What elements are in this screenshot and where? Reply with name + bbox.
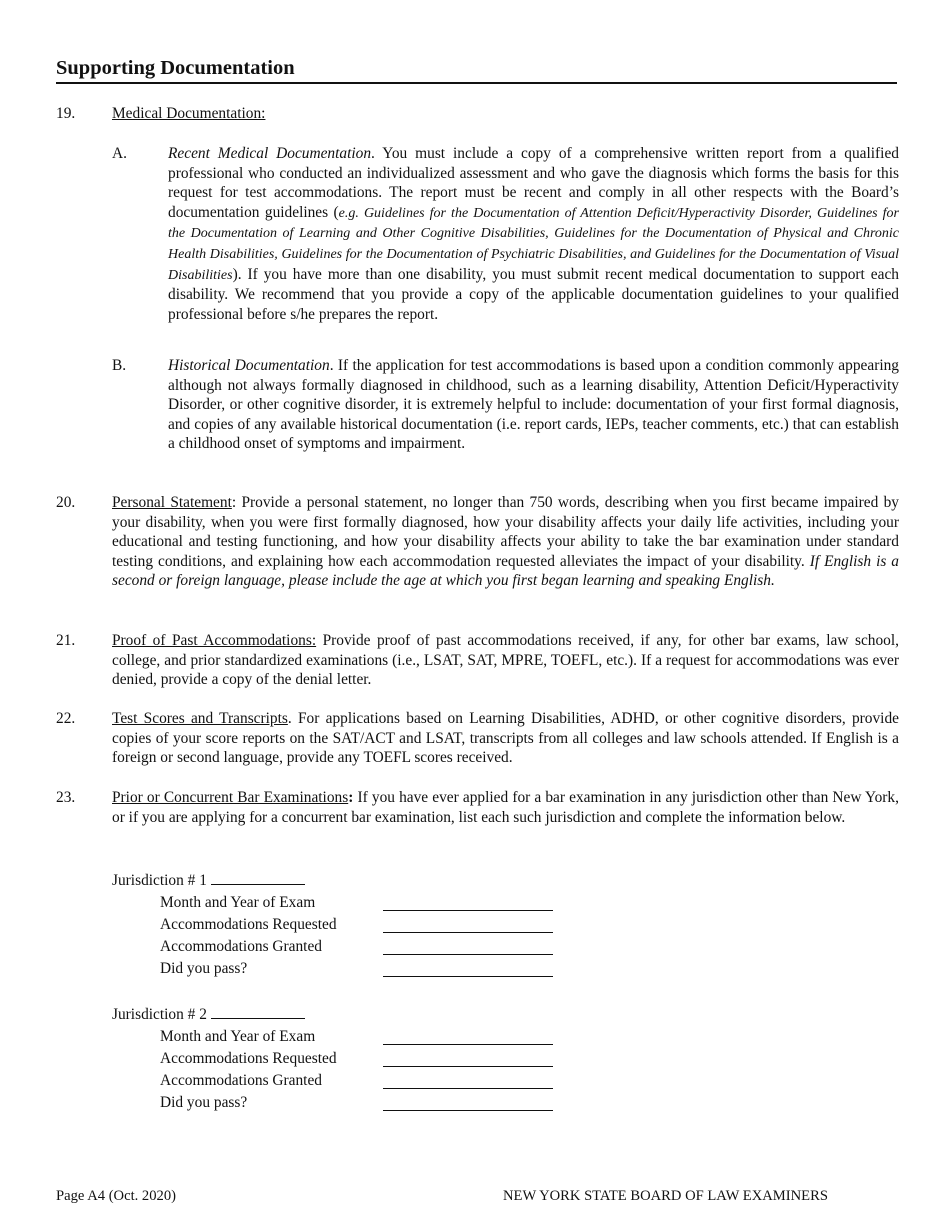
jurisdiction-1-field-granted xyxy=(160,936,560,958)
footer-page-number: Page A4 (Oct. 2020) xyxy=(56,1188,176,1204)
jurisdiction-1-name-blank[interactable] xyxy=(211,870,305,885)
item-22-text: . For applications based on Learning Disabilities, ADHD, or other cognitive disorders, provide copies of your score reports on the SAT/ACT and LSAT, transcripts from all colleges and law schools attended. If English is a foreign or second language, provide any TOEFL scores received. xyxy=(112,710,899,767)
field-blank[interactable] xyxy=(383,1066,553,1067)
jurisdiction-2-label: Jurisdiction # 2 xyxy=(112,1006,207,1023)
jurisdiction-2-field-pass xyxy=(160,1092,560,1114)
field-label: Did you pass? xyxy=(160,960,248,977)
item-number-21: 21. xyxy=(56,632,76,649)
item-number-22: 22. xyxy=(56,710,76,727)
item-heading-19: Medical Documentation: xyxy=(112,105,266,122)
item-heading-21: Proof of Past Accommodations: xyxy=(112,632,317,649)
item-number-23: 23. xyxy=(56,789,76,806)
field-label: Month and Year of Exam xyxy=(160,1028,316,1045)
subitem-a-text-2: ). If you have more than one disability, you must submit recent medical documentation to support each disability. We recommend that you provide a copy of the applicable documentation guidelines to your qualified professional before s/he prepares the report. xyxy=(168,265,899,323)
field-label: Accommodations Granted xyxy=(160,1072,322,1089)
footer-organization: NEW YORK STATE BOARD OF LAW EXAMINERS xyxy=(503,1188,828,1204)
subitem-a-eg: e.g. xyxy=(338,205,359,221)
field-label: Accommodations Granted xyxy=(160,938,322,955)
field-label: Accommodations Requested xyxy=(160,916,337,933)
field-blank[interactable] xyxy=(383,1088,553,1089)
subitem-letter-a: A. xyxy=(112,145,127,162)
item-number-19: 19. xyxy=(56,105,76,122)
jurisdiction-2-header xyxy=(112,1004,305,1026)
subitem-letter-b: B. xyxy=(112,357,127,374)
jurisdiction-1-field-month xyxy=(160,892,560,914)
item-21-paragraph xyxy=(112,631,899,690)
field-blank[interactable] xyxy=(383,1044,553,1045)
field-blank[interactable] xyxy=(383,932,553,933)
subitem-a-guidelines: Guidelines for the Documentation of Attention Deficit/Hyperactivity Disorder, Guidelines for the Documentation of Learning and Other Cognitive Disabilities, Guidelines for the Documentation of Physical and Chronic Health Disabilities, Guidelines for the Documentation of Psychiatric Disabilities, and Guidelines for the Documentation of Visual Disabilities xyxy=(168,205,900,283)
item-23-text: If you have ever applied for a bar examination in any jurisdiction other than New York, or if you are applying for a concurrent bar examination, list each such jurisdiction and complete the information below. xyxy=(112,789,899,826)
field-blank[interactable] xyxy=(383,976,553,977)
jurisdiction-1-label: Jurisdiction # 1 xyxy=(112,872,207,889)
field-blank[interactable] xyxy=(383,954,553,955)
jurisdiction-1-field-pass xyxy=(160,958,560,980)
item-heading-20: Personal Statement xyxy=(112,494,232,511)
field-blank[interactable] xyxy=(383,1110,553,1111)
item-heading-22: Test Scores and Transcripts xyxy=(112,710,288,727)
item-20-paragraph xyxy=(112,493,899,591)
title-rule xyxy=(56,82,897,84)
field-label: Accommodations Requested xyxy=(160,1050,337,1067)
field-label: Did you pass? xyxy=(160,1094,248,1111)
subitem-b-paragraph xyxy=(168,356,899,454)
item-23-paragraph xyxy=(112,788,899,827)
item-22-paragraph xyxy=(112,709,899,768)
jurisdiction-1-header xyxy=(112,870,305,892)
subitem-b-heading: Historical Documentation xyxy=(168,357,330,374)
item-20-text: : Provide a personal statement, no longer than 750 words, describing when you first became impaired by your disability, when you were first formally diagnosed, how your disability affects your daily life activities, including your educational and testing functioning, and how your disability affects your ability to take the bar examination under standard testing conditions, and explaining how each accommodation requested alleviates the impact of your disability. xyxy=(112,494,899,570)
field-blank[interactable] xyxy=(383,910,553,911)
subitem-b-text: . If the application for test accommodations is based upon a condition commonly appearing although not always formally diagnosed in childhood, such as a learning disability, Attention Deficit/Hyperactivity Disorder, or other cognitive disorder, it is extremely helpful to include: documentation of your first formal diagnosis, and copies of any available historical documentation (i.e. report cards, IEPs, teacher comments, etc.) that can establish a childhood onset of symptoms and impairment. xyxy=(168,357,899,453)
page-title: Supporting Documentation xyxy=(56,57,295,79)
item-heading-23: Prior or Concurrent Bar Examinations xyxy=(112,789,349,806)
jurisdiction-2-field-granted xyxy=(160,1070,560,1092)
jurisdiction-1-field-requested xyxy=(160,914,560,936)
subitem-a-paragraph xyxy=(168,144,899,324)
jurisdiction-2-field-month xyxy=(160,1026,560,1048)
item-23-colon: : xyxy=(348,789,354,806)
jurisdiction-2-field-requested xyxy=(160,1048,560,1070)
item-20-italic-note: If English is a second or foreign language, please include the age at which you first began learning and speaking English. xyxy=(112,552,900,590)
subitem-a-text-1: . You must include a copy of a comprehensive written report from a qualified professional who conducted an individualized assessment and who gave the diagnosis which forms the basis for this request for test accommodations. The report must be recent and comply in all other respects with the Board’s documentation guidelines ( xyxy=(168,145,899,221)
item-number-20: 20. xyxy=(56,494,76,511)
jurisdiction-2-name-blank[interactable] xyxy=(211,1004,305,1019)
field-label: Month and Year of Exam xyxy=(160,894,316,911)
item-21-text: Provide proof of past accommodations received, if any, for other bar exams, law school, college, and prior standardized examinations (i.e., LSAT, SAT, MPRE, TOEFL, etc.). If a request for accommodations was ever denied, provide a copy of the denial letter. xyxy=(112,632,899,689)
subitem-a-heading: Recent Medical Documentation xyxy=(168,145,372,162)
